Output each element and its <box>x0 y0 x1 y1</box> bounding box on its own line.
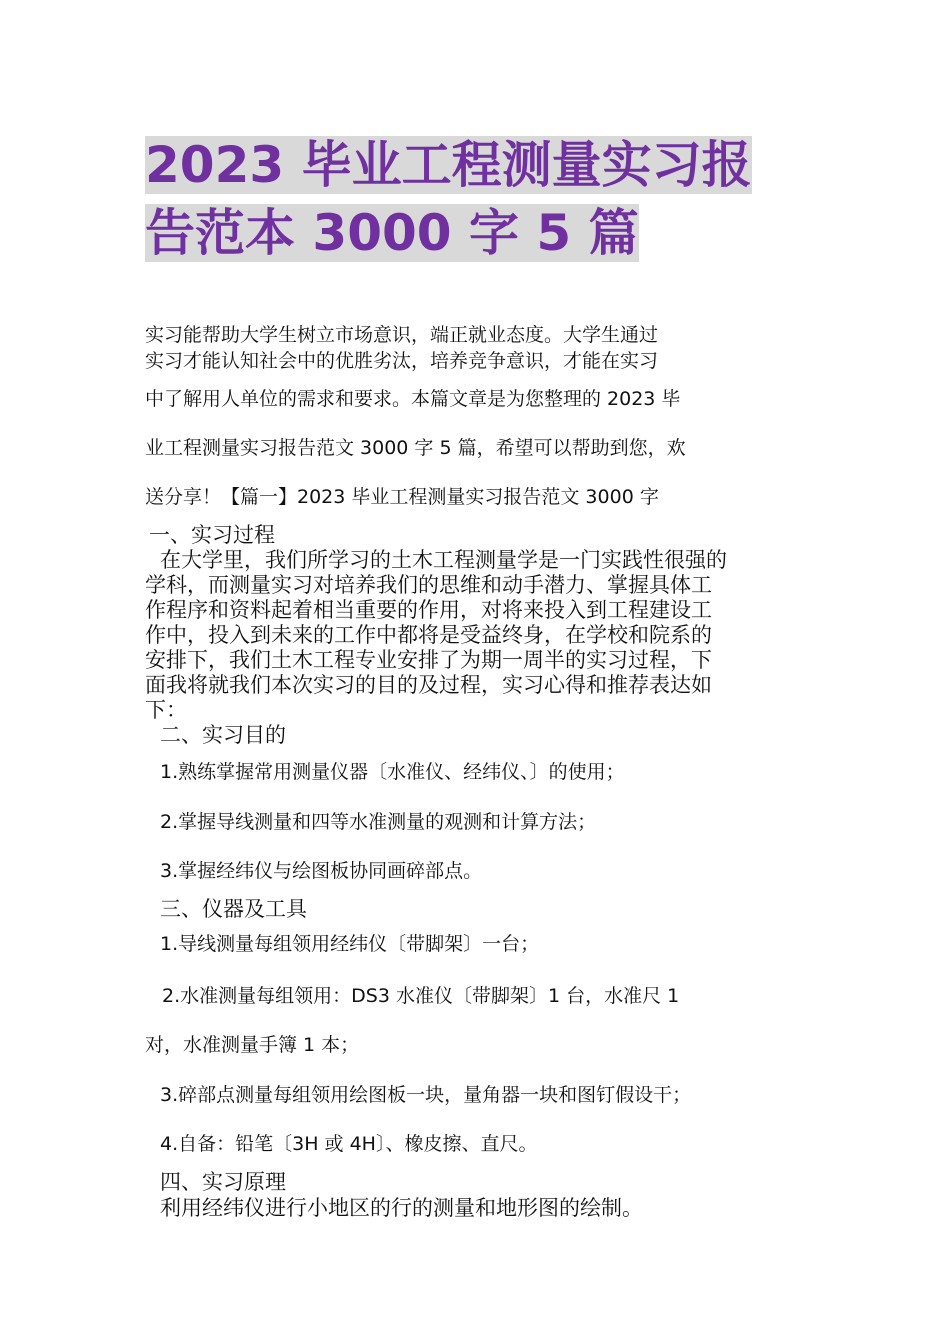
equipment-item-1: 1.导线测量每组领用经纬仪〔带脚架〕一台； <box>160 933 540 955</box>
objective-item-1: 1.熟练掌握常用测量仪器〔水准仪、经纬仪、〕的使用； <box>160 761 625 783</box>
body-line-2: 学科，而测量实习对培养我们的思维和动手潜力、掌握具体工 <box>145 573 712 597</box>
equipment-item-3: 3.碎部点测量每组领用绘图板一块，量角器一块和图钉假设干； <box>160 1084 692 1106</box>
equipment-item-4: 4.自备：铅笔〔3H 或 4H〕、橡皮擦、直尺。 <box>160 1133 538 1155</box>
body-line-1: 在大学里，我们所学习的土木工程测量学是一门实践性很强的 <box>160 548 727 572</box>
body-line-7: 下： <box>145 698 187 722</box>
section-heading-1: 一、实习过程 <box>149 523 275 547</box>
objective-item-3: 3.掌握经纬仪与绘图板协同画碎部点。 <box>160 860 483 882</box>
section-heading-4: 四、实习原理 <box>160 1170 286 1194</box>
body-line-6: 面我将就我们本次实习的目的及过程，实习心得和推荐表达如 <box>145 673 712 697</box>
intro-line-4: 业工程测量实习报告范文 3000 字 5 篇，希望可以帮助到您，欢 <box>145 437 686 459</box>
body-line-4: 作中，投入到未来的工作中都将是受益终身，在学校和院系的 <box>145 623 712 647</box>
intro-line-5: 送分享！【篇一】2023 毕业工程测量实习报告范文 3000 字 <box>145 486 659 508</box>
equipment-item-2: 2.水准测量每组领用：DS3 水准仪〔带脚架〕1 台，水准尺 1 <box>162 985 680 1007</box>
intro-line-2: 实习才能认知社会中的优胜劣汰，培养竞争意识，才能在实习 <box>145 350 659 372</box>
document-title-line-2: 告范本 3000 字 5 篇 <box>145 204 639 262</box>
intro-line-3: 中了解用人单位的需求和要求。本篇文章是为您整理的 2023 毕 <box>145 388 681 410</box>
principle-line: 利用经纬仪进行小地区的行的测量和地形图的绘制。 <box>160 1196 643 1220</box>
intro-line-1: 实习能帮助大学生树立市场意识，端正就业态度。大学生通过 <box>145 324 659 346</box>
section-heading-3: 三、仪器及工具 <box>160 897 307 921</box>
equipment-item-2-cont: 对，水准测量手簿 1 本； <box>145 1034 360 1056</box>
section-heading-2: 二、实习目的 <box>160 723 286 747</box>
document-title-line-1: 2023 毕业工程测量实习报 <box>145 136 752 194</box>
objective-item-2: 2.掌握导线测量和四等水准测量的观测和计算方法； <box>160 811 597 833</box>
body-line-3: 作程序和资料起着相当重要的作用，对将来投入到工程建设工 <box>145 598 712 622</box>
body-line-5: 安排下，我们土木工程专业安排了为期一周半的实习过程，下 <box>145 648 712 672</box>
